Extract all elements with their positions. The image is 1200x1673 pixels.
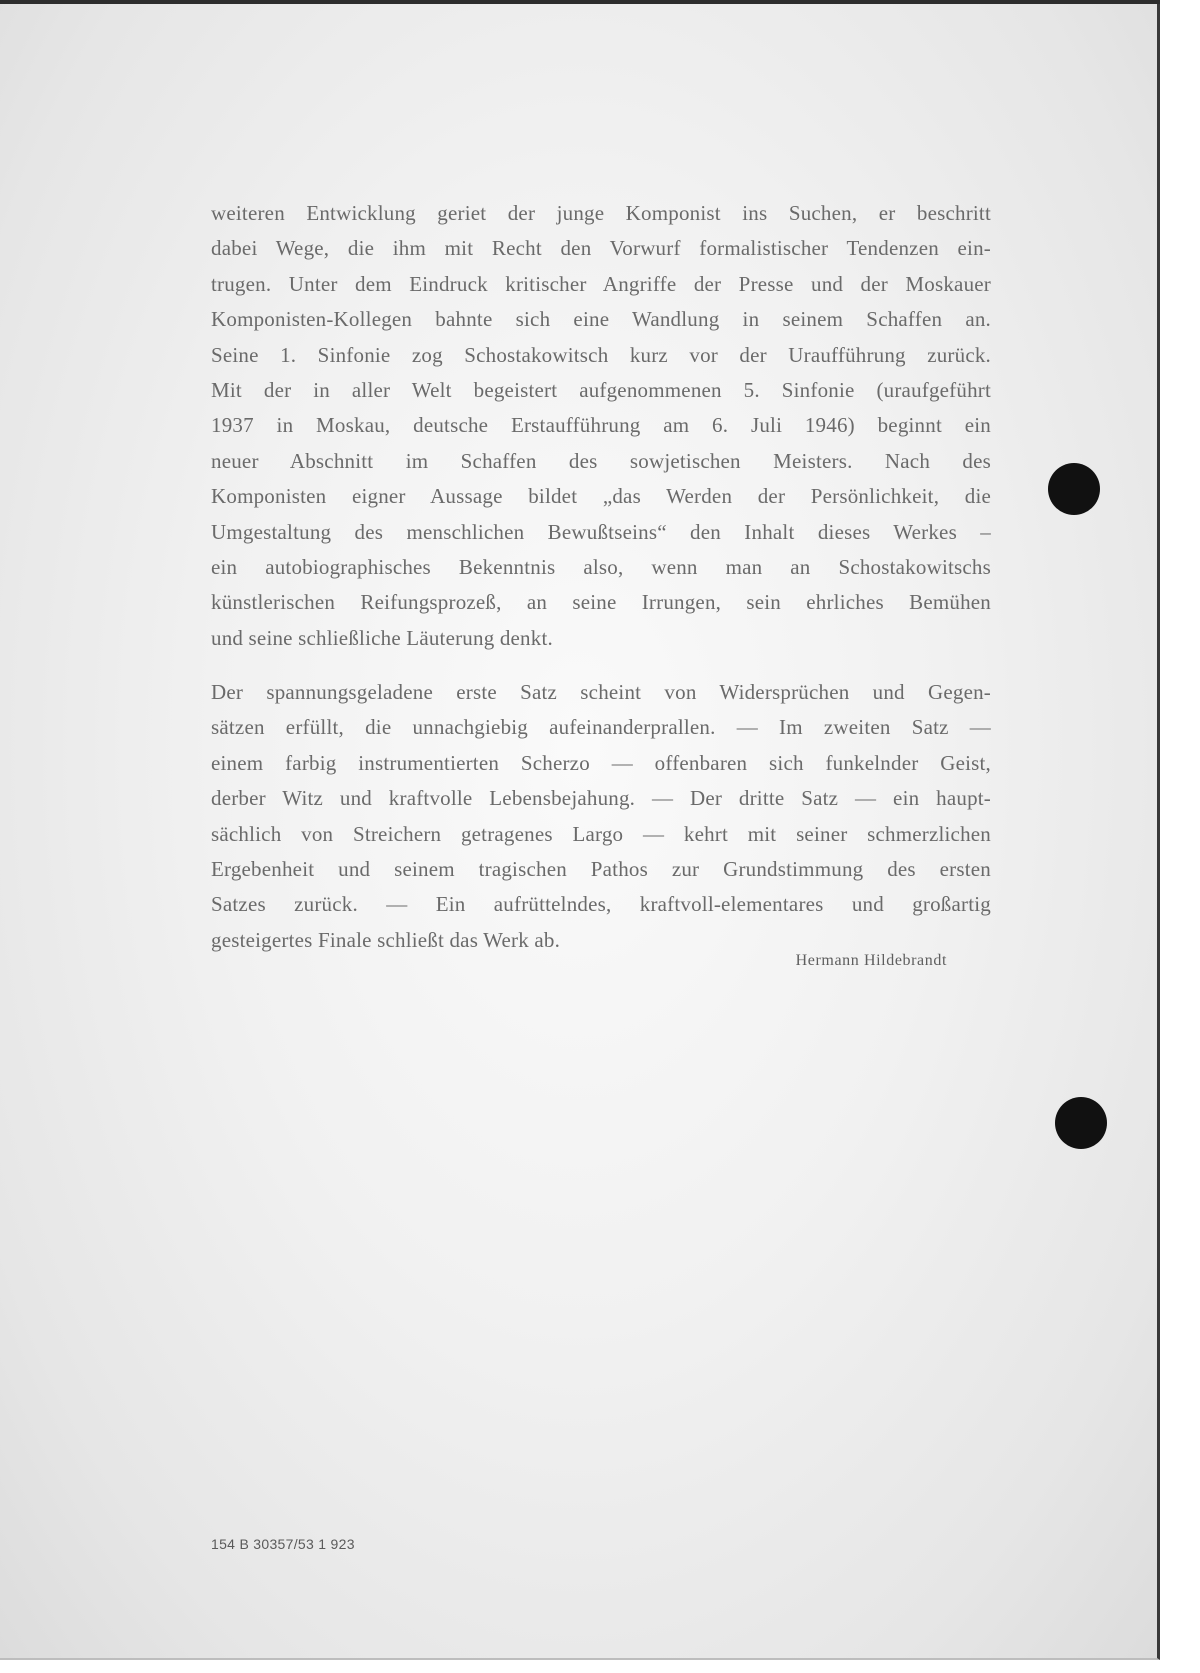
- text-line: Komponisten eigner Aussage bildet „das Werden der Persönlichkeit, die: [211, 484, 991, 509]
- text-line: ein autobiographisches Bekenntnis also, wenn man an Schostakowitschs: [211, 555, 991, 580]
- text-line: Der spannungsgeladene erste Satz scheint von Widersprüchen und Gegen-: [211, 680, 991, 704]
- text-line: Komponisten-Kollegen bahnte sich eine Wandlung in seinem Schaffen an.: [211, 307, 991, 332]
- punch-hole: [1055, 1097, 1107, 1149]
- text-line: sächlich von Streichern getragenes Largo — kehrt mit seiner schmerzlichen: [211, 821, 991, 846]
- paragraph-1: [211, 196, 991, 656]
- text-line: Satzes zurück. — Ein aufrüttelndes, kraftvoll-elementares und großartig: [211, 892, 991, 917]
- text-line: Seine 1. Sinfonie zog Schostakowitsch kurz vor der Uraufführung zurück.: [211, 342, 991, 367]
- text-line: gesteigertes Finale schließt das Werk ab.: [211, 927, 561, 952]
- text-line: künstlerischen Reifungsprozeß, an seine Irrungen, sein ehrliches Bemühen: [211, 590, 991, 615]
- text-line: neuer Abschnitt im Schaffen des sowjetischen Meisters. Nach des: [211, 448, 991, 473]
- text-line: sätzen erfüllt, die unnachgiebig aufeinanderprallen. — Im zweiten Satz —: [211, 715, 991, 740]
- author-signature: Hermann Hildebrandt: [795, 952, 947, 969]
- text-line: weiteren Entwicklung geriet der junge Komponist ins Suchen, er beschritt: [211, 201, 991, 225]
- catalog-number: 154 B 30357/53 1 923: [211, 1536, 355, 1552]
- text-line: Umgestaltung des menschlichen Bewußtseins“ den Inhalt dieses Werkes –: [211, 519, 991, 544]
- top-edge: [0, 0, 1160, 4]
- text-line: Ergebenheit und seinem tragischen Pathos zur Grundstimmung des ersten: [211, 857, 991, 882]
- punch-hole: [1048, 463, 1100, 515]
- paragraph-2: [211, 675, 991, 958]
- text-line: einem farbig instrumentierten Scherzo — offenbaren sich funkelnder Geist,: [211, 750, 991, 775]
- text-line: Mit der in aller Welt begeistert aufgenommenen 5. Sinfonie (uraufgeführt: [211, 378, 991, 403]
- text-line: und seine schließliche Läuterung denkt.: [211, 625, 553, 650]
- text-line: derber Witz und kraftvolle Lebensbejahung. — Der dritte Satz — ein haupt-: [211, 786, 991, 811]
- text-line: dabei Wege, die ihm mit Recht den Vorwurf formalistischer Tendenzen ein-: [211, 236, 991, 261]
- text-line: trugen. Unter dem Eindruck kritischer Angriffe der Presse und der Moskauer: [211, 271, 991, 296]
- text-line: 1937 in Moskau, deutsche Erstaufführung am 6. Juli 1946) beginnt ein: [211, 413, 991, 438]
